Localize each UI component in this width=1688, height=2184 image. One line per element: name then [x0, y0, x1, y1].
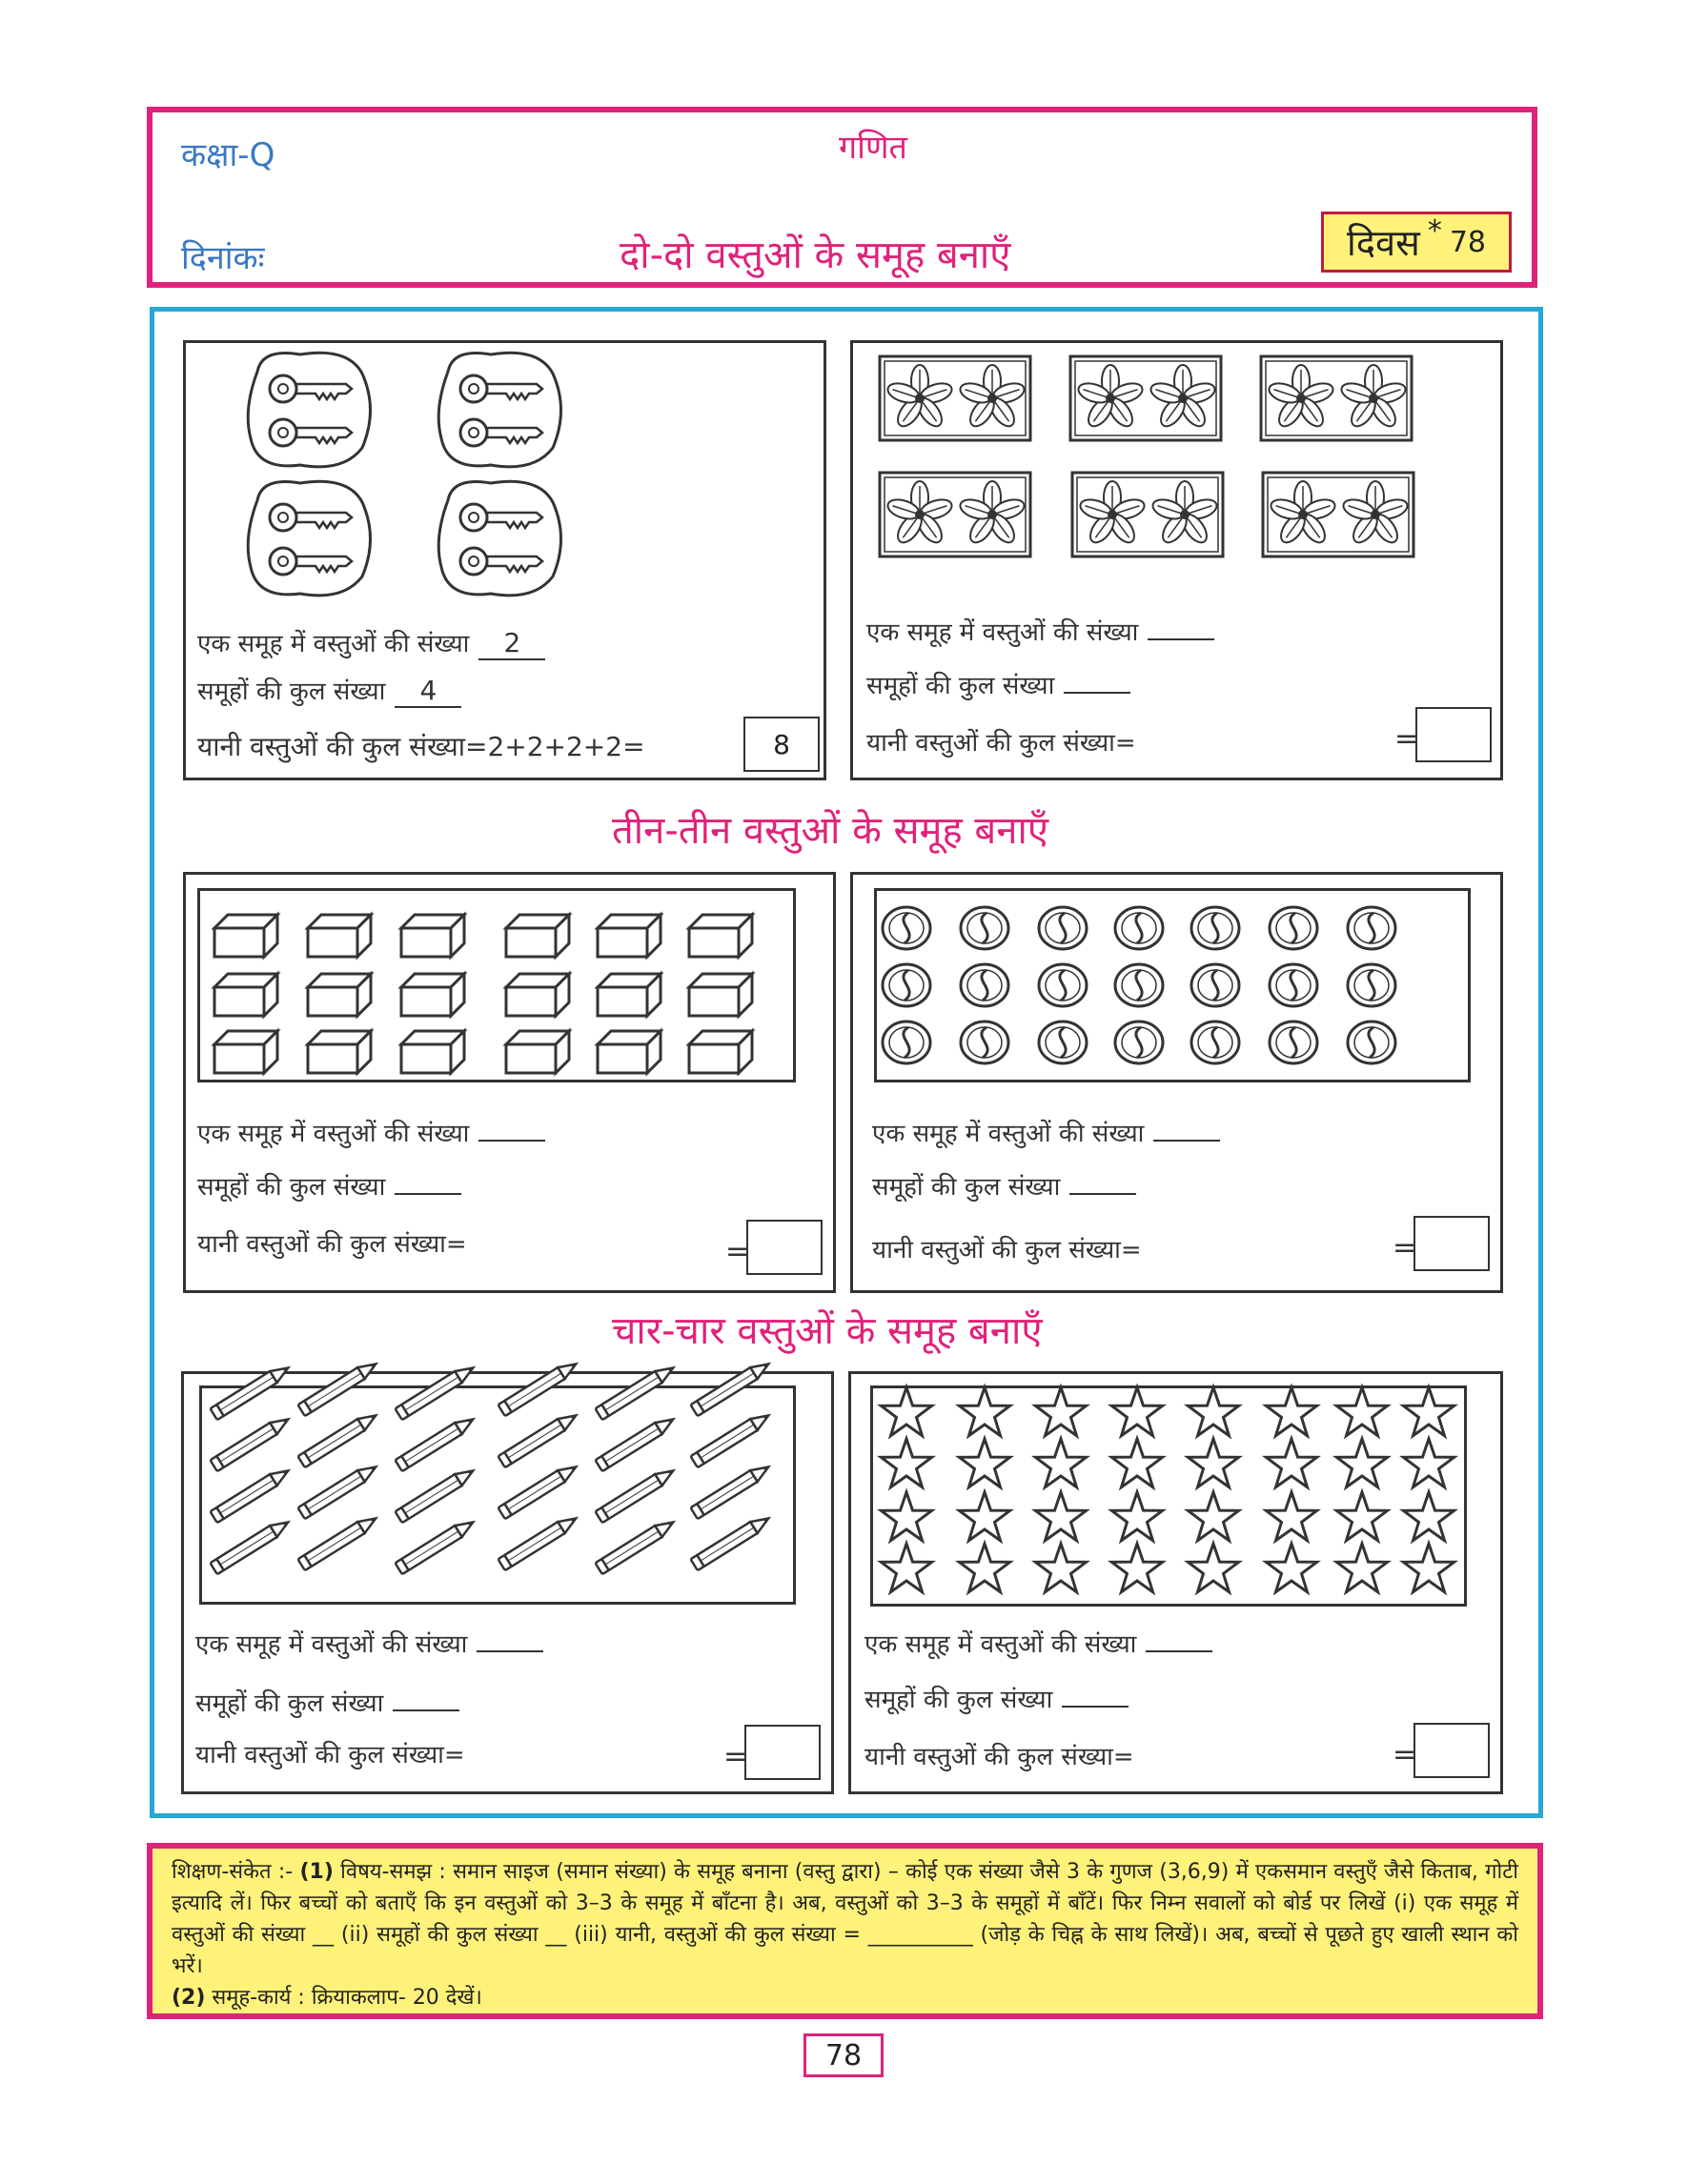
pencil-icon — [498, 1410, 580, 1468]
star-icon — [1336, 1544, 1387, 1592]
pencil-icon — [691, 1410, 772, 1468]
total-groups-blank[interactable] — [393, 1709, 459, 1711]
key-icon — [270, 375, 352, 402]
total-items-row — [195, 1736, 465, 1770]
total-items-row — [864, 1738, 1134, 1772]
brick-icon — [401, 915, 464, 957]
items-per-group-label: एक समूह में वस्तुओं की संख्या — [864, 1630, 1137, 1659]
pencil-icon — [211, 1466, 292, 1524]
key-icon — [270, 504, 352, 531]
key-icon — [270, 548, 352, 575]
total-groups-row — [872, 1168, 1136, 1203]
flower-icon — [885, 365, 954, 431]
pencil-icon — [298, 1513, 379, 1571]
pencil-icon — [396, 1363, 477, 1421]
star-icon — [1035, 1492, 1086, 1541]
date-label: दिनांकः — [181, 239, 265, 277]
seed-icon — [1115, 964, 1163, 1006]
items-per-group-label: एक समूह में वस्तुओं की संख्या — [195, 1630, 468, 1659]
keys-illustration — [186, 343, 829, 591]
brick-icon — [689, 974, 752, 1016]
worksheet-frame — [150, 307, 1543, 1818]
equals-sign: = — [1393, 1738, 1417, 1771]
brick-icon — [598, 1031, 661, 1073]
flower-icon-group — [1070, 356, 1221, 440]
pencil-icon — [596, 1466, 677, 1524]
equals-sign: = — [1394, 722, 1419, 756]
total-items-label: यानी वस्तुओं की कुल संख्या= — [872, 1236, 1142, 1264]
total-items-row — [866, 724, 1136, 758]
pencil-icon — [498, 1462, 580, 1520]
pencil-icon — [211, 1517, 292, 1575]
brick-icon — [598, 974, 661, 1016]
panel-keys — [183, 340, 826, 780]
seed-icon — [883, 964, 930, 1006]
flower-icon — [1149, 365, 1217, 431]
equals-sign: = — [723, 1740, 748, 1773]
key-icon-group — [248, 353, 370, 467]
day-badge — [1321, 212, 1512, 273]
class-label: कक्षा-Q — [181, 136, 275, 174]
star-icon — [1336, 1387, 1387, 1436]
equals-sign: = — [1393, 1231, 1417, 1264]
total-groups-row — [866, 667, 1130, 701]
section-title-four: चार-चार वस्तुओं के समूह बनाएँ — [612, 1309, 1043, 1353]
flower-icon-group — [880, 356, 1030, 440]
pencil-icon — [596, 1363, 677, 1421]
flower-icon — [1339, 365, 1408, 431]
star-icon — [959, 1492, 1009, 1541]
items-per-group-label: एक समूह में वस्तुओं की संख्या — [866, 618, 1139, 647]
star-icon — [1188, 1492, 1238, 1541]
seed-icon — [1039, 964, 1087, 1006]
day-star: * — [1427, 213, 1442, 248]
total-items-label: यानी वस्तुओं की कुल संख्या= — [195, 1741, 465, 1769]
star-icon — [1111, 1492, 1162, 1541]
flower-icon — [958, 481, 1027, 547]
key-icon — [270, 419, 352, 446]
answer-box[interactable] — [1413, 1723, 1490, 1778]
panel-pencils — [181, 1371, 834, 1794]
star-icon — [1336, 1439, 1387, 1487]
brick-icon — [689, 1031, 752, 1073]
items-per-group-row — [195, 1626, 543, 1660]
seed-icon — [1115, 1021, 1163, 1063]
pencil-icon — [498, 1359, 580, 1417]
total-items-label: यानी वस्तुओं की कुल संख्या= — [197, 731, 488, 762]
key-icon — [460, 504, 542, 531]
brick-icon — [506, 915, 569, 957]
items-per-group-row — [197, 625, 545, 660]
flower-icon — [1267, 365, 1335, 431]
panel-seeds — [850, 872, 1503, 1293]
key-icon — [460, 375, 542, 402]
star-icon — [1035, 1387, 1086, 1436]
total-items-row — [197, 728, 645, 764]
seeds-illustration — [853, 875, 1506, 1103]
pencils-illustration — [184, 1374, 837, 1612]
star-icon — [1403, 1439, 1454, 1487]
star-icon — [1035, 1439, 1086, 1487]
section-title-two: दो-दो वस्तुओं के समूह बनाएँ — [620, 233, 1011, 277]
total-groups-label: समूहों की कुल संख्या — [197, 677, 386, 706]
seed-icon — [1191, 1021, 1239, 1063]
flower-icon-group — [1072, 473, 1223, 556]
day-number: 78 — [1449, 225, 1487, 259]
items-per-group-label: एक समूह में वस्तुओं की संख्या — [197, 630, 470, 658]
pencil-icon — [596, 1517, 677, 1575]
part1-text: समान साइज (समान संख्या) के समूह बनाना (वस्तु द्वारा) – कोई एक संख्या जैसे 3 के गुणज (3,6,9) में एकसमान वस्तुएँ जैसे किताब, गोटी इत्यादि लें। फिर बच्चों को बताएँ कि इन वस्तुओं को 3–3 के समूह में बाँटना है। अब, वस्तुओं को 3–3 के समूहों में बाँटें। फिर निम्न सवालों को बोर्ड पर लिखें (i) एक समूह में वस्तुओं की संख्या __ (ii) समूहों की कुल संख्या __ (iii) यानी, वस्तुओं की कुल संख्या = __________ (जोड़ के चिह्न के साथ लिखें)। अब, बच्चों से पूछते हुए खाली स्थान को भरें। — [172, 1860, 1519, 1978]
seed-icon — [883, 1021, 930, 1063]
seed-icon — [883, 907, 930, 949]
brick-icon — [308, 1031, 371, 1073]
total-items-row — [197, 1225, 467, 1260]
pencil-icon — [691, 1462, 772, 1520]
pencil-icon — [298, 1462, 379, 1520]
seed-icon — [1348, 964, 1395, 1006]
seed-icon — [1039, 1021, 1087, 1063]
header-frame — [147, 107, 1537, 288]
pencil-icon — [396, 1466, 477, 1524]
flower-icon — [1078, 481, 1147, 547]
star-icon — [1403, 1544, 1454, 1592]
flower-icon — [1269, 481, 1337, 547]
pencil-icon — [396, 1517, 477, 1575]
total-groups-label: समूहों की कुल संख्या — [864, 1686, 1053, 1714]
star-icon — [959, 1439, 1009, 1487]
pencil-icon — [691, 1359, 772, 1417]
teaching-note-heading: शिक्षण-संकेत :- — [172, 1860, 294, 1884]
star-icon — [1111, 1387, 1162, 1436]
star-icon — [1266, 1387, 1316, 1436]
pencil-icon — [396, 1414, 477, 1472]
page-number: 78 — [803, 2033, 884, 2077]
brick-icon — [214, 974, 277, 1016]
total-groups-blank[interactable] — [1062, 1706, 1129, 1708]
flower-icon — [885, 481, 954, 547]
star-icon — [1266, 1439, 1316, 1487]
total-items-label: यानी वस्तुओं की कुल संख्या= — [866, 729, 1136, 758]
bricks-illustration — [186, 875, 839, 1103]
items-per-group-row — [197, 1115, 545, 1149]
seed-icon — [1270, 1021, 1317, 1063]
star-icon — [959, 1544, 1009, 1592]
brick-icon — [214, 915, 277, 957]
seed-icon — [961, 1021, 1008, 1063]
panel-stars — [848, 1371, 1503, 1794]
brick-icon — [401, 1031, 464, 1073]
star-icon — [1111, 1544, 1162, 1592]
pencil-icon — [298, 1359, 379, 1417]
seed-icon — [1348, 1021, 1395, 1063]
total-groups-label: समूहों की कुल संख्या — [872, 1173, 1061, 1202]
items-per-group-blank[interactable] — [477, 1650, 543, 1652]
star-icon — [1403, 1387, 1454, 1436]
total-items-label: यानी वस्तुओं की कुल संख्या= — [864, 1743, 1134, 1771]
total-groups-blank[interactable] — [1064, 692, 1130, 694]
star-icon — [959, 1387, 1009, 1436]
total-groups-blank[interactable] — [395, 1193, 461, 1195]
star-icon — [1266, 1492, 1316, 1541]
items-per-group-label: एक समूह में वस्तुओं की संख्या — [197, 1120, 470, 1148]
star-icon — [881, 1492, 931, 1541]
flower-icon-group — [1263, 473, 1413, 556]
subject-label: गणित — [839, 129, 907, 167]
total-groups-blank[interactable] — [1069, 1193, 1136, 1195]
seed-icon — [1039, 907, 1087, 949]
items-per-group-value: 2 — [478, 627, 545, 660]
items-per-group-blank[interactable] — [1153, 1140, 1220, 1142]
pencil-icon — [596, 1414, 677, 1472]
panel-bricks — [183, 872, 836, 1293]
items-per-group-row — [864, 1626, 1212, 1660]
brick-icon — [689, 915, 752, 957]
answer-box[interactable] — [1413, 1216, 1490, 1271]
star-icon — [1188, 1439, 1238, 1487]
items-per-group-label: एक समूह में वस्तुओं की संख्या — [872, 1120, 1145, 1148]
star-icon — [1188, 1544, 1238, 1592]
star-icon — [1403, 1492, 1454, 1541]
pencil-icon — [298, 1410, 379, 1468]
star-icon — [1336, 1492, 1387, 1541]
items-per-group-blank[interactable] — [1148, 638, 1214, 640]
items-per-group-row — [872, 1115, 1220, 1149]
part2-label: (2) — [172, 1986, 206, 2010]
pencil-icon — [211, 1414, 292, 1472]
brick-icon — [214, 1031, 277, 1073]
key-icon-group — [438, 353, 560, 467]
answer-box[interactable] — [1415, 707, 1492, 762]
section-title-three: तीन-तीन वस्तुओं के समूह बनाएँ — [612, 809, 1048, 853]
part1-title: विषय-समझ : — [340, 1860, 446, 1884]
brick-icon — [506, 974, 569, 1016]
seed-icon — [1191, 907, 1239, 949]
flower-icon — [1341, 481, 1410, 547]
flower-icon-group — [1261, 356, 1412, 440]
key-icon-group — [438, 481, 560, 596]
brick-icon — [308, 915, 371, 957]
total-groups-label: समूहों की कुल संख्या — [866, 672, 1055, 700]
pencil-icon — [211, 1363, 292, 1421]
stars-illustration — [851, 1374, 1506, 1612]
answer-box[interactable] — [746, 1220, 823, 1275]
total-groups-row — [197, 1168, 461, 1203]
total-groups-value: 4 — [395, 675, 461, 708]
pencil-icon — [691, 1513, 772, 1571]
total-groups-row — [197, 673, 461, 708]
day-label: दिवस — [1346, 222, 1420, 264]
total-groups-label: समूहों की कुल संख्या — [197, 1173, 386, 1202]
seed-icon — [1270, 907, 1317, 949]
brick-icon — [506, 1031, 569, 1073]
seed-icon — [1191, 964, 1239, 1006]
star-icon — [881, 1387, 931, 1436]
seed-icon — [1270, 964, 1317, 1006]
flower-icon — [1150, 481, 1219, 547]
total-items-expression: 2+2+2+2= — [487, 731, 645, 762]
equals-sign: = — [725, 1235, 750, 1268]
items-per-group-blank[interactable] — [1146, 1650, 1212, 1652]
brick-icon — [401, 974, 464, 1016]
brick-icon — [308, 974, 371, 1016]
total-groups-row — [195, 1685, 459, 1719]
brick-icon — [598, 915, 661, 957]
star-icon — [881, 1544, 931, 1592]
star-icon — [881, 1439, 931, 1487]
seed-icon — [1115, 907, 1163, 949]
star-icon — [1266, 1544, 1316, 1592]
answer-box: 8 — [743, 717, 820, 772]
star-icon — [1188, 1387, 1238, 1436]
seed-icon — [1348, 907, 1395, 949]
key-icon — [460, 419, 542, 446]
part2-text: समूह-कार्य : क्रियाकलाप- 20 देखें। — [212, 1986, 482, 2010]
flowers-illustration — [853, 343, 1506, 591]
part1-label: (1) — [299, 1860, 334, 1884]
pencil-icon — [498, 1513, 580, 1571]
panel-flowers — [850, 340, 1503, 780]
total-items-row — [872, 1231, 1142, 1265]
flower-icon — [958, 365, 1027, 431]
items-per-group-blank[interactable] — [478, 1140, 545, 1142]
flower-icon-group — [880, 473, 1030, 556]
items-per-group-row — [866, 614, 1214, 648]
key-icon-group — [248, 481, 370, 596]
total-items-label: यानी वस्तुओं की कुल संख्या= — [197, 1230, 467, 1259]
star-icon — [1111, 1439, 1162, 1487]
total-groups-label: समूहों की कुल संख्या — [195, 1689, 384, 1718]
answer-box[interactable] — [744, 1725, 821, 1780]
seed-icon — [961, 964, 1008, 1006]
seed-icon — [961, 907, 1008, 949]
star-icon — [1035, 1544, 1086, 1592]
flower-icon — [1076, 365, 1145, 431]
teaching-note — [147, 1843, 1543, 2019]
total-groups-row — [864, 1681, 1129, 1715]
key-icon — [460, 548, 542, 575]
